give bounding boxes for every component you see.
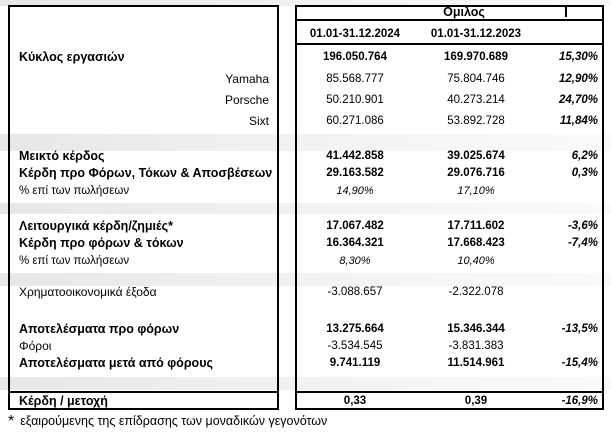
row-label: Yamaha [225, 72, 269, 86]
row-label: Αποτελέσματα μετά από φόρους [19, 356, 213, 370]
row-label: Κέρδη / μετοχή [19, 394, 108, 408]
table-row [10, 71, 604, 87]
value-2024: 9.741.119 [329, 357, 381, 369]
table-row [10, 148, 604, 164]
row-label: Αποτελέσματα προ φόρων [19, 322, 180, 336]
table-row [10, 183, 604, 199]
pct-change: 15,30% [558, 51, 598, 63]
period-2024-header: 01.01-31.12.2024 [309, 28, 401, 40]
table-row [10, 355, 604, 371]
footnote-asterisk: * [8, 413, 15, 430]
row-label: Χρηματοοικονομικά έξοδα [19, 285, 157, 299]
row-label: % επί των πωλήσεων [19, 255, 130, 267]
pct-change: -13,5% [561, 323, 598, 335]
value-2023: 169.970.689 [444, 51, 508, 63]
table-row [10, 235, 604, 251]
value-2024: 41.442.858 [326, 150, 384, 162]
value-2024: 50.210.901 [326, 94, 384, 106]
table-row [10, 253, 604, 269]
pct-change: -7,4% [567, 237, 598, 249]
row-label: Sixt [248, 114, 269, 128]
pct-change: 6,2% [571, 150, 598, 162]
table-row [10, 284, 604, 300]
pct-change: -3,6% [567, 220, 598, 232]
value-2023: 0,39 [464, 395, 488, 407]
row-label: Μεικτό κέρδος [19, 149, 105, 163]
value-2023: 75.804.746 [447, 73, 505, 85]
value-2024: 60.271.086 [326, 115, 384, 127]
value-2023: 17,10% [457, 185, 495, 197]
value-2024: 85.568.777 [326, 73, 384, 85]
pct-change: 11,84% [559, 115, 598, 127]
value-2023: 39.025.674 [447, 150, 505, 162]
row-label: Κέρδη προ φόρων & τόκων [19, 236, 184, 250]
period-2023-header: 01.01-31.12.2023 [430, 28, 522, 40]
value-2024: 196.050.764 [323, 51, 387, 63]
value-2024: 14,90% [336, 185, 374, 197]
table-row [10, 92, 604, 108]
row-label: Λειτουργικά κέρδη/ζημιές* [19, 219, 174, 233]
value-2024: 16.364.321 [326, 237, 384, 249]
pct-change: 12,90% [558, 73, 598, 85]
row-label: Κέρδη προ Φόρων, Τόκων & Αποσβέσεων [19, 166, 273, 180]
value-2023: 29.076.716 [447, 167, 505, 179]
value-2023: 53.892.728 [447, 115, 505, 127]
value-2023: 17.668.423 [447, 237, 505, 249]
value-2024: 8,30% [339, 255, 371, 267]
value-2024: 29.163.582 [326, 167, 384, 179]
value-2023: -3.831.383 [448, 340, 504, 352]
value-2024: 13.275.664 [326, 323, 384, 335]
value-2024: 17.067.482 [326, 220, 384, 232]
row-label: Κύκλος εργασιών [19, 50, 125, 64]
table-row [10, 113, 604, 129]
table-row [10, 49, 604, 65]
table-row [10, 321, 604, 337]
value-2023: 17.711.602 [447, 220, 505, 232]
pct-change: 24,70% [558, 94, 598, 106]
row-label: Porsche [224, 93, 269, 107]
footnote [8, 413, 327, 431]
group-header-label: Ομιλος [443, 5, 485, 19]
value-2024: 0,33 [343, 395, 367, 407]
table-row [10, 218, 604, 234]
table-row [10, 165, 604, 181]
dates-divider-line [297, 43, 602, 45]
pct-change: -15,4% [561, 357, 598, 369]
table-row-eps [10, 393, 604, 408]
value-2024: -3.534.545 [327, 340, 383, 352]
row-label: Φόροι [19, 339, 52, 353]
table-row [10, 338, 604, 354]
row-label: % επί των πωλήσεων [19, 185, 130, 197]
footnote-text: εξαιρούμενης της επίδρασης των μοναδικών γεγονότων [20, 414, 328, 428]
pct-change: -16,9% [561, 395, 598, 407]
value-2023: 11.514.961 [447, 357, 505, 369]
value-2023: -2.322.078 [448, 286, 504, 298]
value-2024: -3.088.657 [327, 286, 383, 298]
group-header-cell [297, 7, 567, 17]
value-2023: 15.346.344 [447, 323, 505, 335]
value-2023: 10,40% [457, 255, 495, 267]
period-header-row [297, 21, 602, 41]
value-2023: 40.273.214 [447, 94, 505, 106]
pct-change: 0,3% [571, 167, 598, 179]
